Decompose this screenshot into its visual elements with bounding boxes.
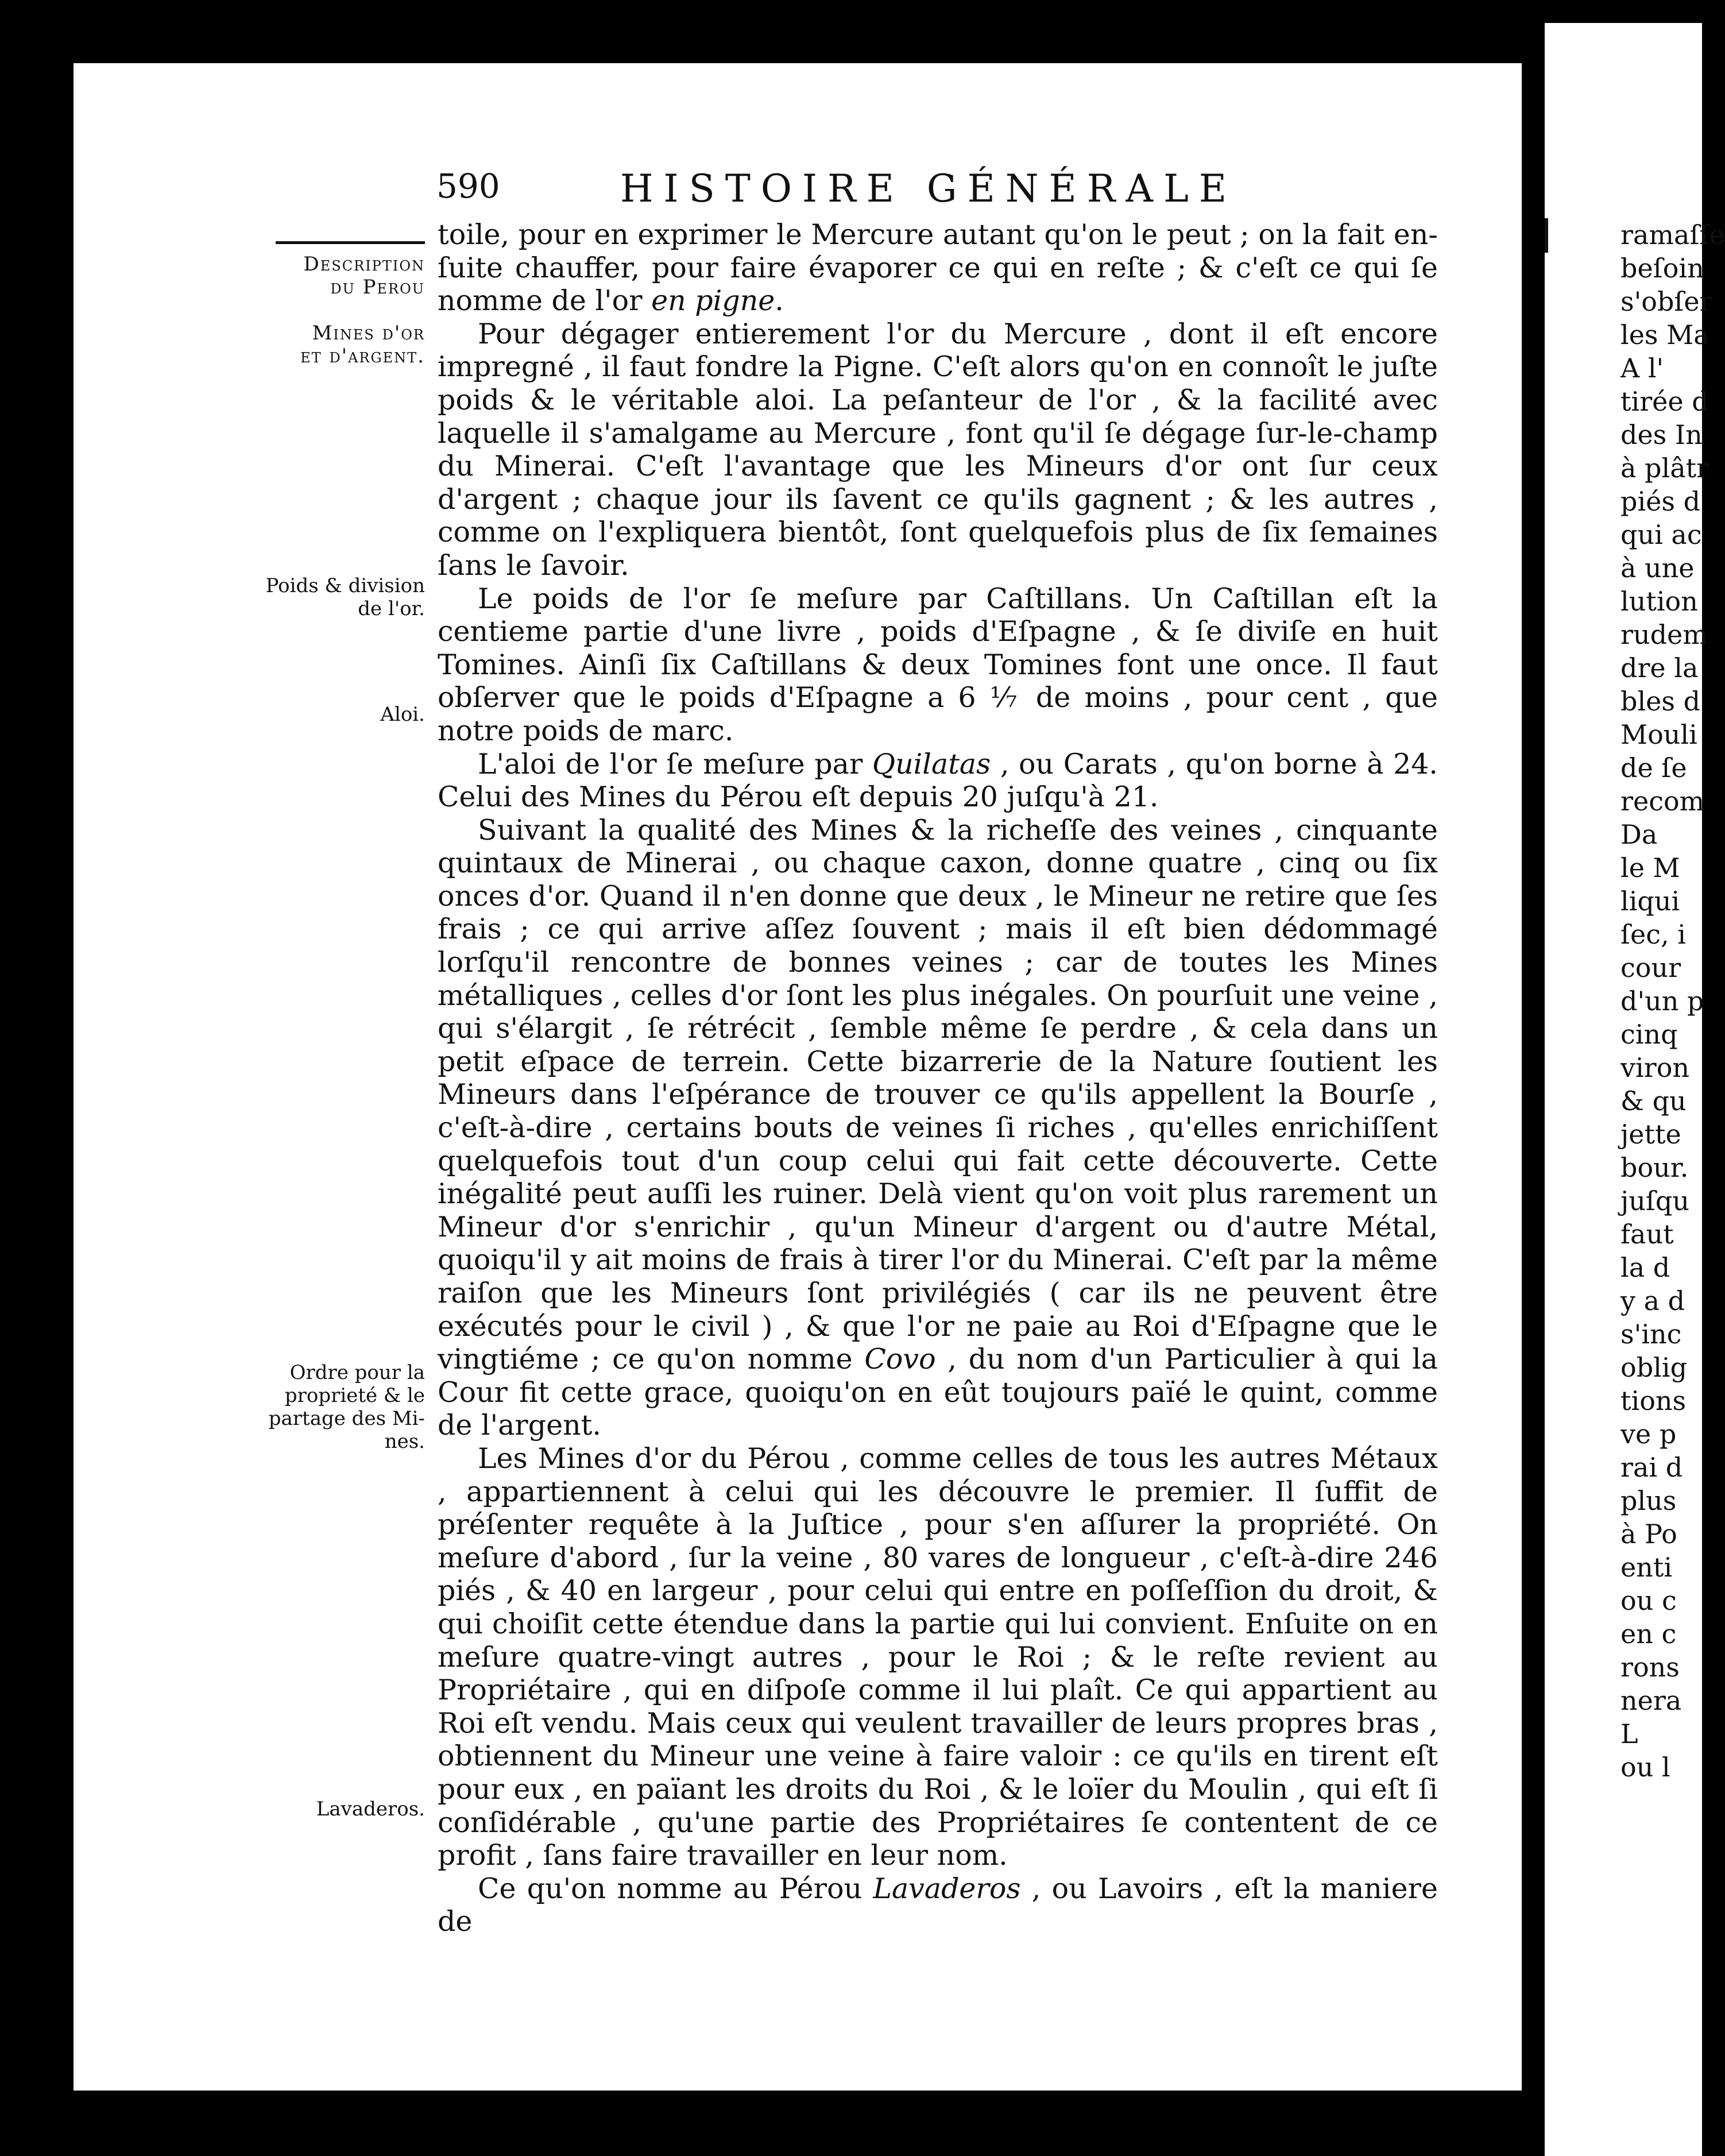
right-page-fragment: rudem bbox=[1620, 619, 1708, 650]
sidenote-line: Description bbox=[303, 253, 425, 276]
right-page-fragment: Mouli bbox=[1620, 719, 1697, 750]
sidenote-line: Ordre pour la bbox=[289, 1361, 425, 1384]
right-page-text bbox=[1620, 218, 1725, 1784]
right-page-fragment: s'obſer bbox=[1620, 286, 1712, 317]
italic-term: en pigne bbox=[651, 284, 775, 318]
text-run: toile, pour en exprimer le Mercure autant qu'on le peut ; on la fait en-ſuite chauffer, pour faire évaporer ce qui en reſte ; & c'eſt ce qui ſe nomme de l'or bbox=[438, 218, 1438, 318]
right-page-fragment: tions bbox=[1620, 1385, 1687, 1416]
right-page-fragment: tirée d bbox=[1620, 386, 1709, 417]
sidenote-line: et d'argent. bbox=[300, 345, 425, 368]
sidenote-mines bbox=[253, 322, 425, 368]
text-run: Pour dégager entierement l'or du Mercure , dont il eſt encore impregné , il faut fondre la Pigne. C'eſt alors qu'on en connoît le juſte poids & le véritable aloi. La peſanteur de l'or , & la facilité avec laquelle il s'amalgame au Mercure , font qu'il ſe dégage ſur-le-champ du Minerai. C'eſt l'avantage que les Mineurs d'or ont ſur ceux d'argent ; chaque jour ils ſavent ce qu'ils gagnent ; & les autres , comme on l'expliquera bientôt, ſont quelquefois plus de ſix ſemaines ſans le ſavoir. bbox=[438, 317, 1438, 582]
right-page-fragment: dre la bbox=[1620, 652, 1699, 683]
right-page-fragment: juſqu bbox=[1620, 1185, 1689, 1216]
right-page-fragment: à Po bbox=[1620, 1519, 1677, 1550]
sidenote-line: proprieté & le bbox=[284, 1384, 425, 1407]
italic-term: Covo bbox=[864, 1343, 936, 1376]
paragraph-p3 bbox=[438, 582, 1438, 748]
right-page-fragment: bles d bbox=[1620, 686, 1701, 717]
right-page-fragment: oblig bbox=[1620, 1352, 1688, 1383]
right-page-fragment: jette bbox=[1620, 1119, 1681, 1150]
right-page-fragment: ve p bbox=[1620, 1419, 1677, 1450]
right-page-fragment: la d bbox=[1620, 1252, 1670, 1283]
right-page-fragment: enti bbox=[1620, 1552, 1673, 1583]
edge-mark bbox=[1545, 218, 1548, 253]
right-page-fragment: lution bbox=[1620, 586, 1698, 617]
text-run: . bbox=[775, 284, 784, 318]
right-page-fragment: cinq bbox=[1620, 1019, 1678, 1050]
sidenote-description bbox=[253, 253, 425, 299]
margin-rule bbox=[276, 241, 425, 244]
right-page-fragment: Da bbox=[1620, 819, 1658, 850]
right-page-fragment: à plâtr bbox=[1620, 453, 1709, 484]
running-title: HISTOIRE GÉNÉRALE bbox=[620, 167, 1237, 211]
text-run: Le poids de l'or ſe meſure par Caſtillans. Un Caſtillan eſt la centieme partie d'une livre , poids d'Eſpagne , & ſe diviſe en huit Tomines. Ainſi ſix Caſtillans & deux Tomines font une once. Il faut obſerver que le poids d'Eſpagne a 6 ⅐ de moins , pour cent , que notre poids de marc. bbox=[438, 582, 1438, 747]
right-page-fragment: ramaſſe bbox=[1620, 219, 1725, 250]
sidenote-line: de l'or. bbox=[358, 597, 425, 620]
right-page-fragment: & qu bbox=[1620, 1085, 1687, 1116]
right-page-fragment: bour. bbox=[1620, 1152, 1689, 1183]
paragraph-p4 bbox=[438, 748, 1438, 814]
right-page-fragment: plus bbox=[1620, 1485, 1677, 1516]
right-page-fragment: le M bbox=[1620, 852, 1680, 883]
paragraph-p2 bbox=[438, 318, 1438, 582]
book-gutter bbox=[1522, 23, 1545, 2156]
right-page-fragment: en c bbox=[1620, 1618, 1677, 1649]
italic-term: Quilatas bbox=[872, 747, 991, 781]
text-run: , du nom d'un Particulier à qui la Cour fit cette grace, quoiqu'on en eût toujours païé le quint, comme de l'argent. bbox=[438, 1343, 1438, 1442]
page-number: 590 bbox=[436, 167, 500, 206]
paragraph-p5 bbox=[438, 814, 1438, 1442]
right-page-fragment: ou c bbox=[1620, 1585, 1677, 1616]
italic-term: Lavaderos bbox=[873, 1872, 1021, 1905]
right-page-fragment: nera bbox=[1620, 1685, 1682, 1716]
sidenote-line: Lavaderos. bbox=[316, 1798, 425, 1821]
sidenote-line: Poids & division bbox=[265, 574, 425, 597]
text-run: , ou Carats , qu'on borne à 24. Celui des Mines du Pérou eſt depuis 20 juſqu'à 21. bbox=[438, 747, 1438, 814]
right-page-fragment: d'un p bbox=[1620, 986, 1704, 1017]
right-page-fragment: rons bbox=[1620, 1652, 1680, 1683]
sidenote-line: Aloi. bbox=[380, 703, 425, 726]
right-page-fragment: les Ma bbox=[1620, 319, 1709, 350]
body-text bbox=[438, 218, 1438, 1938]
right-page-fragment: rai d bbox=[1620, 1452, 1683, 1483]
sidenote-line: du Perou bbox=[330, 276, 425, 299]
right-page-fragment: recom bbox=[1620, 786, 1705, 817]
right-page-fragment: beſoin bbox=[1620, 253, 1704, 284]
right-page-fragment: ou l bbox=[1620, 1752, 1670, 1783]
page-header bbox=[436, 167, 1436, 212]
text-run: , ou Lavoirs , eſt la maniere de bbox=[438, 1872, 1438, 1938]
sidenote-lavaderos bbox=[253, 1798, 425, 1821]
sidenote-ordre bbox=[253, 1361, 425, 1453]
text-run: Les Mines d'or du Pérou , comme celles de tous les autres Métaux , appartiennent à celui qui les découvre le premier. Il ſuffit de préſenter requête à la Juſtice , pour s'en aſſurer la propriété. On meſure d'abord , ſur la veine , 80 vares de longueur , c'eſt-à-dire 246 piés , & 40 en largeur , pour celui qui entre en poſſeſſion du droit, & qui choiſit cette étendue dans la partie qui lui convient. Enſuite on en meſure quatre-vingt autres , pour le Roi ; & le reſte revient au Propriétaire , qui en diſpoſe comme il lui plaît. Ce qui appartient au Roi eſt vendu. Mais ceux qui veulent travailler de leurs propres bras , obtiennent du Mineur une veine à faire valoir : ce qu'ils en tirent eſt pour eux , en païant les droits du Roi , & le loïer du Moulin , qui eſt ſi conſidérable , qu'une partie des Propriétaires ſe contentent de ce profit , ſans faire travailler en leur nom. bbox=[438, 1442, 1438, 1872]
right-page-fragment: A l' bbox=[1620, 353, 1664, 384]
right-page-fragment: cour bbox=[1620, 952, 1681, 983]
text-run: L'aloi de l'or ſe meſure par bbox=[478, 747, 872, 781]
sidenote-poids bbox=[253, 574, 425, 620]
paragraph-p6 bbox=[438, 1442, 1438, 1872]
right-page-fragment: viron bbox=[1620, 1052, 1690, 1083]
text-run: Suivant la qualité des Mines & la richeſſe des veines , cinquante quintaux de Minerai , ou chaque caxon, donne quatre , cinq ou ſix onces d'or. Quand il n'en donne que deux , le Mineur ne retire que ſes frais ; ce qui arrive aſſez ſouvent ; mais il eſt bien dédommagé lorſqu'il rencontre de bonnes veines ; car de toutes les Mines métalliques , celles d'or ſont les plus inégales. On pourſuit une veine , qui s'élargit , ſe rétrécit , ſemble même ſe perdre , & cela dans un petit eſpace de terrein. Cette bizarrerie de la Nature ſoutient les Mineurs dans l'eſpérance de trouver ce qu'ils appellent la Bourſe , c'eſt-à-dire , certains bouts de veines ſi riches , qu'elles enrichiſſent quelquefois tout d'un coup celui qui fait cette découverte. Cette inégalité peut auſſi les ruiner. Delà vient qu'on voit plus rarement un Mineur d'or s'enrichir , qu'un Mineur d'argent ou d'autre Métal, quoiqu'il y ait moins de frais à tirer l'or du Minerai. C'eſt par la même raiſon que les Mineurs ſont privilégiés ( car ils ne peuvent être exécutés pour le civil ) , & que l'or ne paie au Roi d'Eſpagne que le vingtiéme ; ce qu'on nomme bbox=[438, 813, 1438, 1376]
right-page-fragment: de ſe bbox=[1620, 752, 1687, 783]
right-page-fragment: qui ac bbox=[1620, 519, 1702, 550]
right-page-fragment: L bbox=[1620, 1718, 1638, 1749]
margin-notes bbox=[0, 0, 436, 2156]
right-page-fragment: ſec, i bbox=[1620, 919, 1686, 950]
paragraph-p7 bbox=[438, 1872, 1438, 1938]
right-page-fragment: faut bbox=[1620, 1219, 1674, 1250]
sidenote-line: Mines d'or bbox=[312, 322, 425, 345]
sidenote-line: partage des Mi- bbox=[268, 1407, 425, 1430]
sidenote-aloi bbox=[253, 703, 425, 726]
right-page-fragment: y a d bbox=[1620, 1285, 1685, 1316]
right-page-fragment: piés d bbox=[1620, 486, 1701, 517]
right-page-fragment: à une bbox=[1620, 552, 1695, 584]
text-run: Ce qu'on nomme au Pérou bbox=[478, 1872, 873, 1905]
paragraph-p1 bbox=[438, 218, 1438, 318]
right-page-fragment: des In bbox=[1620, 419, 1703, 450]
right-page-fragment: liqui bbox=[1620, 886, 1680, 917]
sidenote-line: nes. bbox=[384, 1430, 425, 1453]
right-page-fragment: s'inc bbox=[1620, 1319, 1682, 1350]
